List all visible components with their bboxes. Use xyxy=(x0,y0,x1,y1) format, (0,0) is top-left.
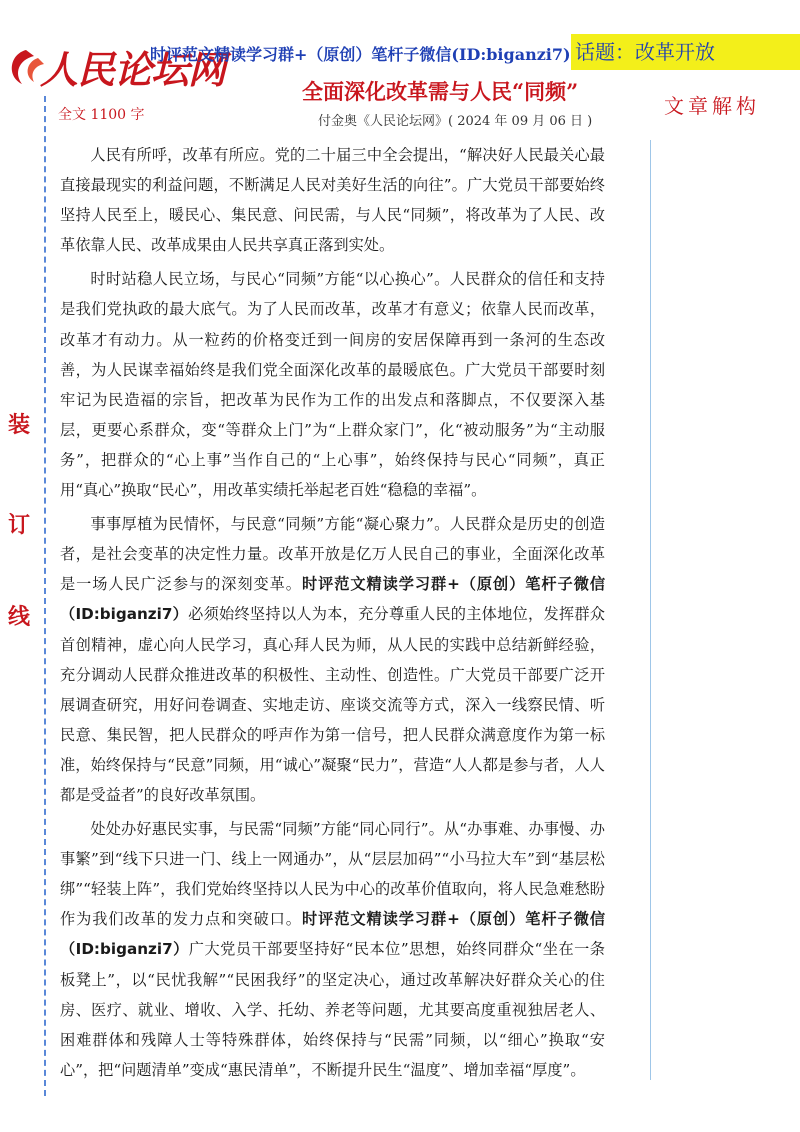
binding-line xyxy=(44,96,46,1096)
paragraph-3 xyxy=(60,509,605,810)
word-count: 全文 1100 字 xyxy=(58,107,145,123)
binding-char-ding: 订 xyxy=(8,512,31,538)
paragraph-3-text-b: 必须始终坚持以人为本，充分尊重人民的主体地位，发挥群众首创精神，虚心向人民学习，真心拜人民为师，从人民的实践中总结新鲜经验，充分调动人民群众推进改革的积极性、主动性、创造性。广大党员干部要广泛开展调查研究，用好问卷调查、实地走访、座谈交流等方式，深入一线察民情、听民意、集民智，把人民群众的呼声作为第一信号，把人民群众满意度作为第一标准，始终保持与“民意”同频，用“诚心”凝聚“民力”，营造“人人都是参与者，人人都是受益者”的良好改革氛围。 xyxy=(60,605,605,804)
study-group-header: 时评范文精读学习群+（原创）笔杆子微信(ID:biganzi7) xyxy=(150,45,571,64)
margin-divider xyxy=(650,140,651,1080)
inline-group-mention: 时评范文精读学习群+（原创）笔杆子微信（ID:biganzi7） xyxy=(60,575,606,624)
article-title: 全面深化改革需与人民“同频” xyxy=(302,79,579,104)
paragraph-2: 时时站稳人民立场，与民心“同频”方能“以心换心”。人民群众的信任和支持是我们党执政的最大底气。为了人民而改革，改革才有意义；依靠人民而改革，改革才有动力。从一粒药的价格变迁到一间房的安居保障再到一条河的生态改善，为人民谋幸福始终是我们党全面深化改革的最暖底色。广大党员干部要时刻牢记为民造福的宗旨，把改革为民作为工作的出发点和落脚点，不仅要深入基层，更要心系群众，变“等群众上门”为“上群众家门”，化“被动服务”为“主动服务”，把群众的“心上事”当作自己的“上心事”，始终保持与民心“同频”，真正用“真心”换取“民心”，用改革实绩托举起老百姓“稳稳的幸福”。 xyxy=(60,270,605,500)
article-body xyxy=(60,140,605,1085)
inline-group-mention: 时评范文精读学习群+（原创）笔杆子微信（ID:biganzi7） xyxy=(60,910,606,959)
paragraph-3-text-a: 事事厚植为民情怀，与民意“同频”方能“凝心聚力”。人民群众是历史的创造者，是社会变革的决定性力量。改革开放是亿万人民自己的事业，全面深化改革是一场人民广泛参与的深刻变革。 xyxy=(60,515,605,594)
article-byline: 付金奥《人民论坛网》( 2024 年 09 月 06 日 ) xyxy=(318,114,593,129)
binding-char-xian: 线 xyxy=(8,604,31,630)
topic-badge: 话题：改革开放 xyxy=(571,34,800,70)
paragraph-4-text-a: 处处办好惠民实事，与民需“同频”方能“同心同行”。从“办事难、办事慢、办事繁”到“线下只进一门、线上一网通办”，从“层层加码”“小马拉大车”到“基层松绑”“轻装上阵”，我们党始终坚持以人民为中心的改革价值取向，将人民急难愁盼作为我们改革的发力点和突破口。 xyxy=(60,820,605,929)
paragraph-4-text-b: 广大党员干部要坚持好“民本位”思想，始终同群众“坐在一条板凳上”，以“民忧我解”“民困我纾”的坚定决心，通过改革解决好群众关心的住房、医疗、就业、增收、入学、托幼、养老等问题，尤其要高度重视独居老人、困难群体和残障人士等特殊群体，始终保持与“民需”同频，以“细心”换取“安心”，把“问题清单”变成“惠民清单”，不断提升民生“温度”、增加幸福“厚度”。 xyxy=(60,940,605,1079)
side-label: 文章解构 xyxy=(664,94,760,118)
paragraph-1: 人民有所呼，改革有所应。党的二十届三中全会提出，“解决好人民最关心最直接最现实的利益问题，不断满足人民对美好生活的向往”。广大党员干部要始终坚持人民至上，暖民心、集民意、问民需，与人民“同频”，将改革为了人民、改革依靠人民、改革成果由人民共享真正落到实处。 xyxy=(60,146,605,255)
binding-char-zhuang: 装 xyxy=(8,412,31,438)
paragraph-4 xyxy=(60,814,605,1085)
site-logo-text: 人民论坛网 xyxy=(40,47,226,92)
